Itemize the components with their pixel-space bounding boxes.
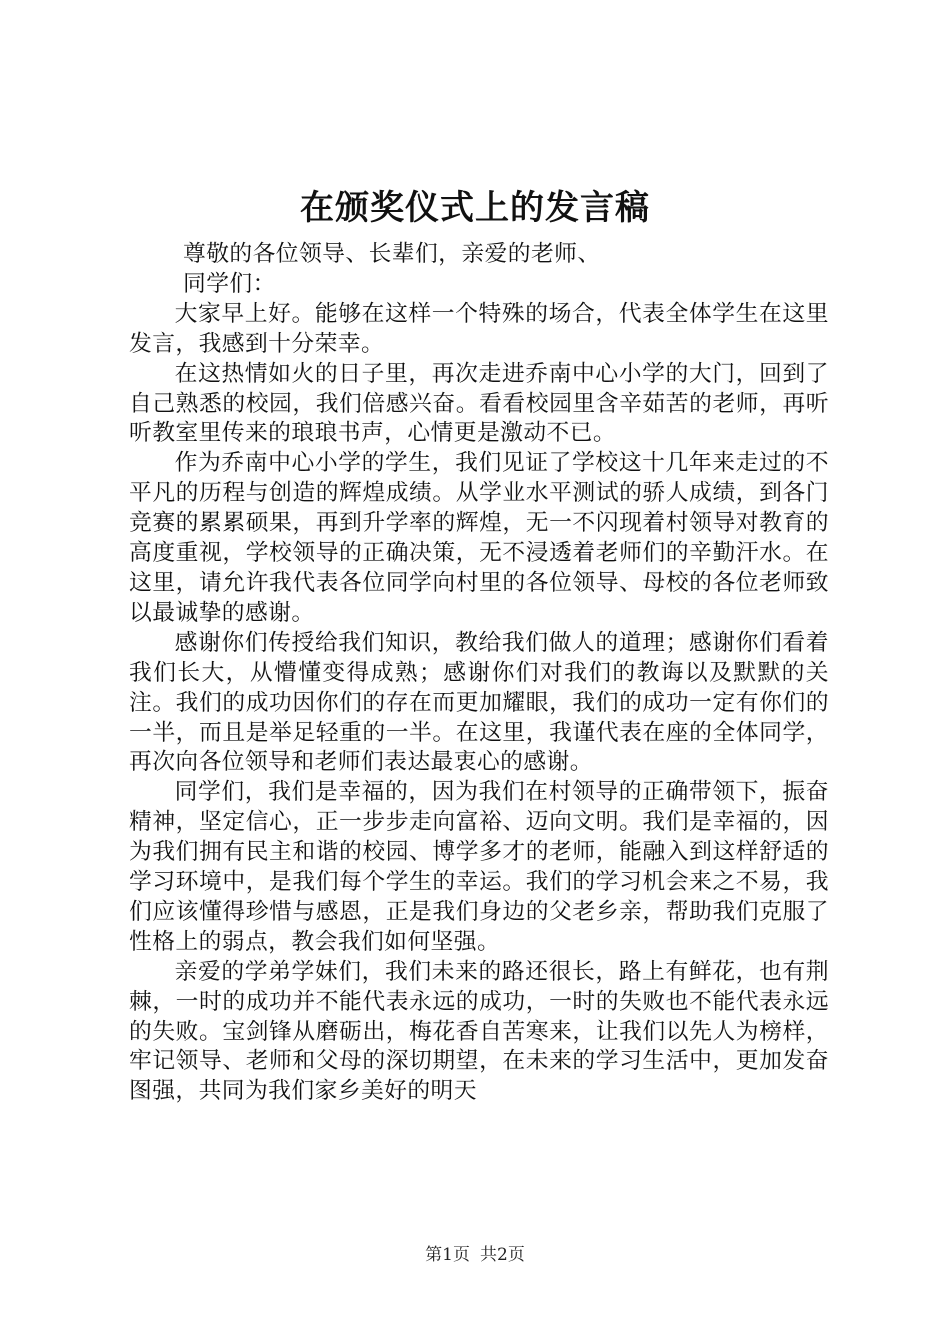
paragraph-2: 在这热情如火的日子里，再次走进乔南中心小学的大门，回到了自己熟悉的校园，我们倍感兴奋。看看校园里含辛茹苦的老师，再听听教室里传来的琅琅书声，心情更是激动不已。 bbox=[129, 360, 829, 447]
greeting-line-2: 同学们： bbox=[183, 270, 276, 297]
paragraph-6: 亲爱的学弟学妹们，我们未来的路还很长，路上有鲜花，也有荆棘，一时的成功并不能代表永远的成功，一时的失败也不能代表永远的失败。宝剑锋从磨砺出，梅花香自苦寒来，让我们以先人为榜样，牢记领导、老师和父母的深切期望，在未来的学习生活中，更加发奋图强，共同为我们家乡美好的明天 bbox=[129, 958, 829, 1105]
document-body bbox=[129, 240, 829, 1107]
paragraph-1: 大家早上好。能够在这样一个特殊的场合，代表全体学生在这里发言，我感到十分荣幸。 bbox=[129, 300, 829, 357]
page-number: 第1页 bbox=[425, 1245, 470, 1265]
paragraph-5: 同学们，我们是幸福的，因为我们在村领导的正确带领下，振奋精神，坚定信心，正一步步走向富裕、迈向文明。我们是幸福的，因为我们拥有民主和谐的校园、博学多才的老师，能融入到这样舒适的学习环境中，是我们每个学生的幸运。我们的学习机会来之不易，我们应该懂得珍惜与感恩，正是我们身边的父老乡亲，帮助我们克服了性格上的弱点，教会我们如何坚强。 bbox=[129, 779, 829, 955]
page-total: 共2页 bbox=[480, 1245, 525, 1265]
page-footer bbox=[0, 1243, 950, 1267]
document-title: 在颁奖仪式上的发言稿 bbox=[300, 188, 650, 228]
paragraph-3: 作为乔南中心小学的学生，我们见证了学校这十几年来走过的不平凡的历程与创造的辉煌成绩。从学业水平测试的骄人成绩，到各门竞赛的累累硕果，再到升学率的辉煌，无一不闪现着村领导对教育的高度重视，学校领导的正确决策，无不浸透着老师们的辛勤汗水。在这里，请允许我代表各位同学向村里的各位领导、母校的各位老师致以最诚挚的感谢。 bbox=[129, 450, 829, 626]
greeting-line-1: 尊敬的各位领导、长辈们，亲爱的老师、 bbox=[183, 241, 601, 267]
paragraph-4: 感谢你们传授给我们知识，教给我们做人的道理；感谢你们看着我们长大，从懵懂变得成熟；感谢你们对我们的教诲以及默默的关注。我们的成功因你们的存在而更加耀眼，我们的成功一定有你们的一半，而且是举足轻重的一半。在这里，我谨代表在座的全体同学，再次向各位领导和老师们表达最衷心的感谢。 bbox=[129, 629, 829, 776]
